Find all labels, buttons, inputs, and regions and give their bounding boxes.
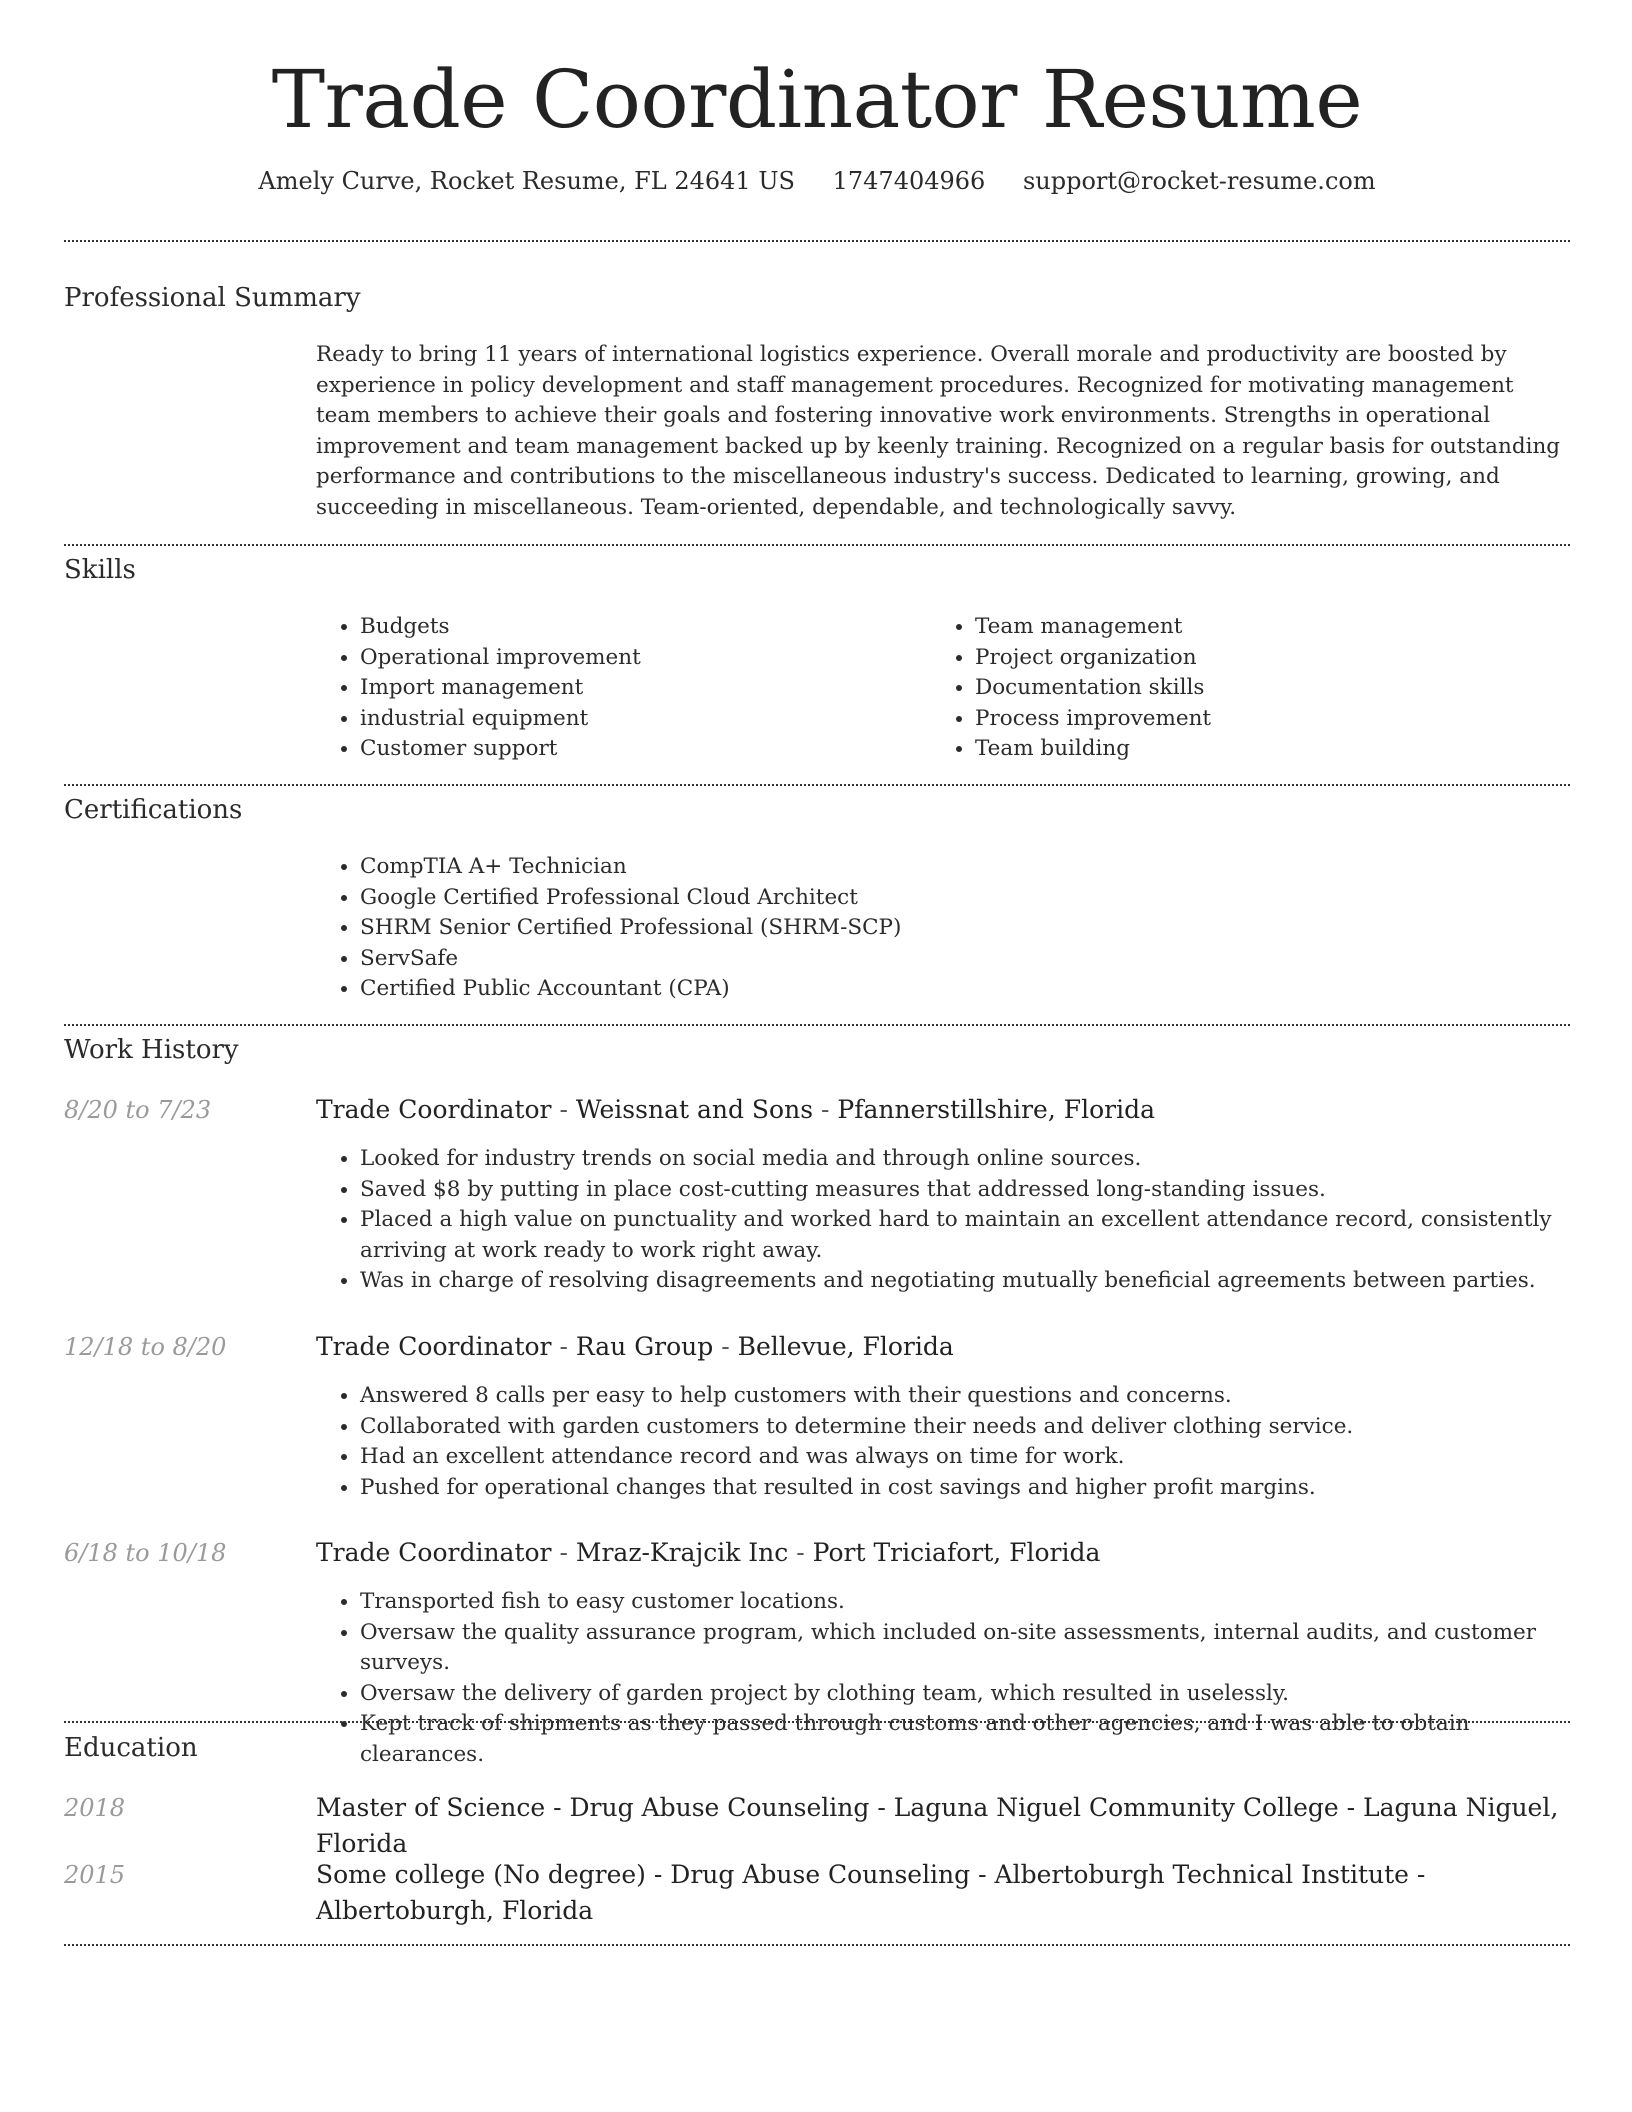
job-bullet: • Answered 8 calls per easy to help customers with their questions and concerns. bbox=[360, 1381, 1570, 1412]
job-heading: Trade Coordinator - Rau Group - Bellevue, Florida bbox=[316, 1332, 954, 1361]
job-title: Trade Coordinator bbox=[316, 1538, 552, 1567]
skill-item: • Import management bbox=[360, 673, 916, 704]
skills-column-left bbox=[316, 612, 916, 765]
skills-list-right bbox=[931, 612, 1531, 765]
job-dates: 12/18 to 8/20 bbox=[64, 1333, 227, 1361]
job-bullet: • Saved $8 by putting in place cost-cutting measures that addressed long-standing issues. bbox=[360, 1175, 1570, 1206]
education-location: Laguna Niguel, Florida bbox=[316, 1793, 1559, 1858]
contact-phone: 1747404966 bbox=[832, 167, 986, 195]
divider bbox=[64, 1721, 1570, 1723]
divider bbox=[64, 784, 1570, 786]
skill-item: • Operational improvement bbox=[360, 643, 916, 674]
job-bullet-list bbox=[316, 1144, 1570, 1297]
skill-item: • Documentation skills bbox=[975, 673, 1531, 704]
skill-item: • Customer support bbox=[360, 734, 916, 765]
certification-item: • CompTIA A+ Technician bbox=[360, 852, 1566, 883]
education-field: Drug Abuse Counseling bbox=[670, 1860, 971, 1889]
education-location: Albertoburgh, Florida bbox=[316, 1896, 594, 1925]
job-dates: 8/20 to 7/23 bbox=[64, 1096, 212, 1124]
education-year: 2015 bbox=[64, 1861, 126, 1889]
job-bullet: • Kept track of shipments as they passed through customs and other agencies, and I was able to obtain clearances. bbox=[360, 1709, 1570, 1770]
job-bullet-list bbox=[316, 1381, 1570, 1503]
education-school: Laguna Niguel Community College bbox=[893, 1793, 1339, 1822]
education-year: 2018 bbox=[64, 1794, 126, 1822]
divider bbox=[64, 240, 1570, 242]
divider bbox=[64, 1944, 1570, 1946]
job-bullet: • Placed a high value on punctuality and worked hard to maintain an excellent attendance record, consistently arriving at work ready to work right away. bbox=[360, 1205, 1570, 1266]
skills-column-right bbox=[931, 612, 1531, 765]
skill-item: • Process improvement bbox=[975, 704, 1531, 735]
education-entry: Master of Science - Drug Abuse Counseling - Laguna Niguel Community College - Laguna Niguel, Florida bbox=[316, 1793, 1559, 1858]
certification-item: • ServSafe bbox=[360, 944, 1566, 975]
job-company: Rau Group bbox=[575, 1332, 714, 1361]
education-school: Albertoburgh Technical Institute bbox=[994, 1860, 1409, 1889]
job-dates: 6/18 to 10/18 bbox=[64, 1539, 227, 1567]
skill-item: • Budgets bbox=[360, 612, 916, 643]
section-heading-skills: Skills bbox=[64, 555, 136, 585]
education-entry: Some college (No degree) - Drug Abuse Counseling - Albertoburgh Technical Institute - Albertoburgh, Florida bbox=[316, 1860, 1426, 1925]
job-bullet: • Pushed for operational changes that resulted in cost savings and higher profit margins. bbox=[360, 1473, 1570, 1504]
job-heading: Trade Coordinator - Weissnat and Sons - Pfannerstillshire, Florida bbox=[316, 1095, 1155, 1124]
education-degree: Master of Science bbox=[316, 1793, 546, 1822]
job-title: Trade Coordinator bbox=[316, 1095, 552, 1124]
education-field: Drug Abuse Counseling bbox=[569, 1793, 870, 1822]
job-location: Pfannerstillshire, Florida bbox=[837, 1095, 1155, 1124]
section-heading-education: Education bbox=[64, 1733, 198, 1763]
job-bullet: • Had an excellent attendance record and was always on time for work. bbox=[360, 1442, 1570, 1473]
certifications-list bbox=[316, 852, 1566, 1005]
education-degree: Some college (No degree) bbox=[316, 1860, 646, 1889]
section-heading-work-history: Work History bbox=[64, 1035, 239, 1065]
job-title: Trade Coordinator bbox=[316, 1332, 552, 1361]
section-heading-summary: Professional Summary bbox=[64, 283, 361, 313]
skill-item: • Project organization bbox=[975, 643, 1531, 674]
skill-item: • industrial equipment bbox=[360, 704, 916, 735]
job-bullet-list bbox=[316, 1587, 1570, 1770]
job-bullet: • Was in charge of resolving disagreements and negotiating mutually beneficial agreements between parties. bbox=[360, 1266, 1570, 1297]
certification-item: • Certified Public Accountant (CPA) bbox=[360, 974, 1566, 1005]
job-bullets bbox=[316, 1381, 1570, 1503]
job-company: Weissnat and Sons bbox=[575, 1095, 814, 1124]
skill-item: • Team building bbox=[975, 734, 1531, 765]
skill-item: • Team management bbox=[975, 612, 1531, 643]
resume-page bbox=[64, 0, 1570, 1925]
job-bullet: • Looked for industry trends on social media and through online sources. bbox=[360, 1144, 1570, 1175]
job-heading: Trade Coordinator - Mraz-Krajcik Inc - Port Triciafort, Florida bbox=[316, 1538, 1101, 1567]
job-bullets bbox=[316, 1587, 1570, 1770]
contact-address: Amely Curve, Rocket Resume, FL 24641 US bbox=[258, 167, 795, 195]
job-bullet: • Oversaw the delivery of garden project by clothing team, which resulted in uselessly. bbox=[360, 1679, 1570, 1710]
job-location: Port Triciafort, Florida bbox=[812, 1538, 1101, 1567]
page-title: Trade Coordinator Resume bbox=[271, 53, 1363, 146]
job-location: Bellevue, Florida bbox=[737, 1332, 954, 1361]
section-heading-certifications: Certifications bbox=[64, 795, 243, 825]
divider bbox=[64, 544, 1570, 546]
job-bullet: • Oversaw the quality assurance program, which included on-site assessments, internal audits, and customer surveys. bbox=[360, 1618, 1570, 1679]
job-company: Mraz-Krajcik Inc bbox=[575, 1538, 789, 1567]
job-bullet: • Collaborated with garden customers to determine their needs and deliver clothing service. bbox=[360, 1412, 1570, 1443]
job-bullets bbox=[316, 1144, 1570, 1297]
certification-item: • Google Certified Professional Cloud Architect bbox=[360, 883, 1566, 914]
summary-text: Ready to bring 11 years of international logistics experience. Overall morale and productivity are boosted by experience in policy development and staff management procedures. Recognized for motivating management team members to achieve their goals and fostering innovative work environments. Strengths in operational improvement and team management backed up by keenly training. Recognized on a regular basis for outstanding performance and contributions to the miscellaneous industry's success. Dedicated to learning, growing, and succeeding in miscellaneous. Team-oriented, dependable, and technologically savvy. bbox=[316, 342, 1561, 520]
contact-line bbox=[64, 164, 1570, 198]
contact-email: support@rocket-resume.com bbox=[1022, 167, 1376, 195]
skills-list-left bbox=[316, 612, 916, 765]
job-bullet: • Transported fish to easy customer locations. bbox=[360, 1587, 1570, 1618]
certifications-block bbox=[316, 852, 1566, 1005]
divider bbox=[64, 1024, 1570, 1026]
certification-item: • SHRM Senior Certified Professional (SHRM-SCP) bbox=[360, 913, 1566, 944]
